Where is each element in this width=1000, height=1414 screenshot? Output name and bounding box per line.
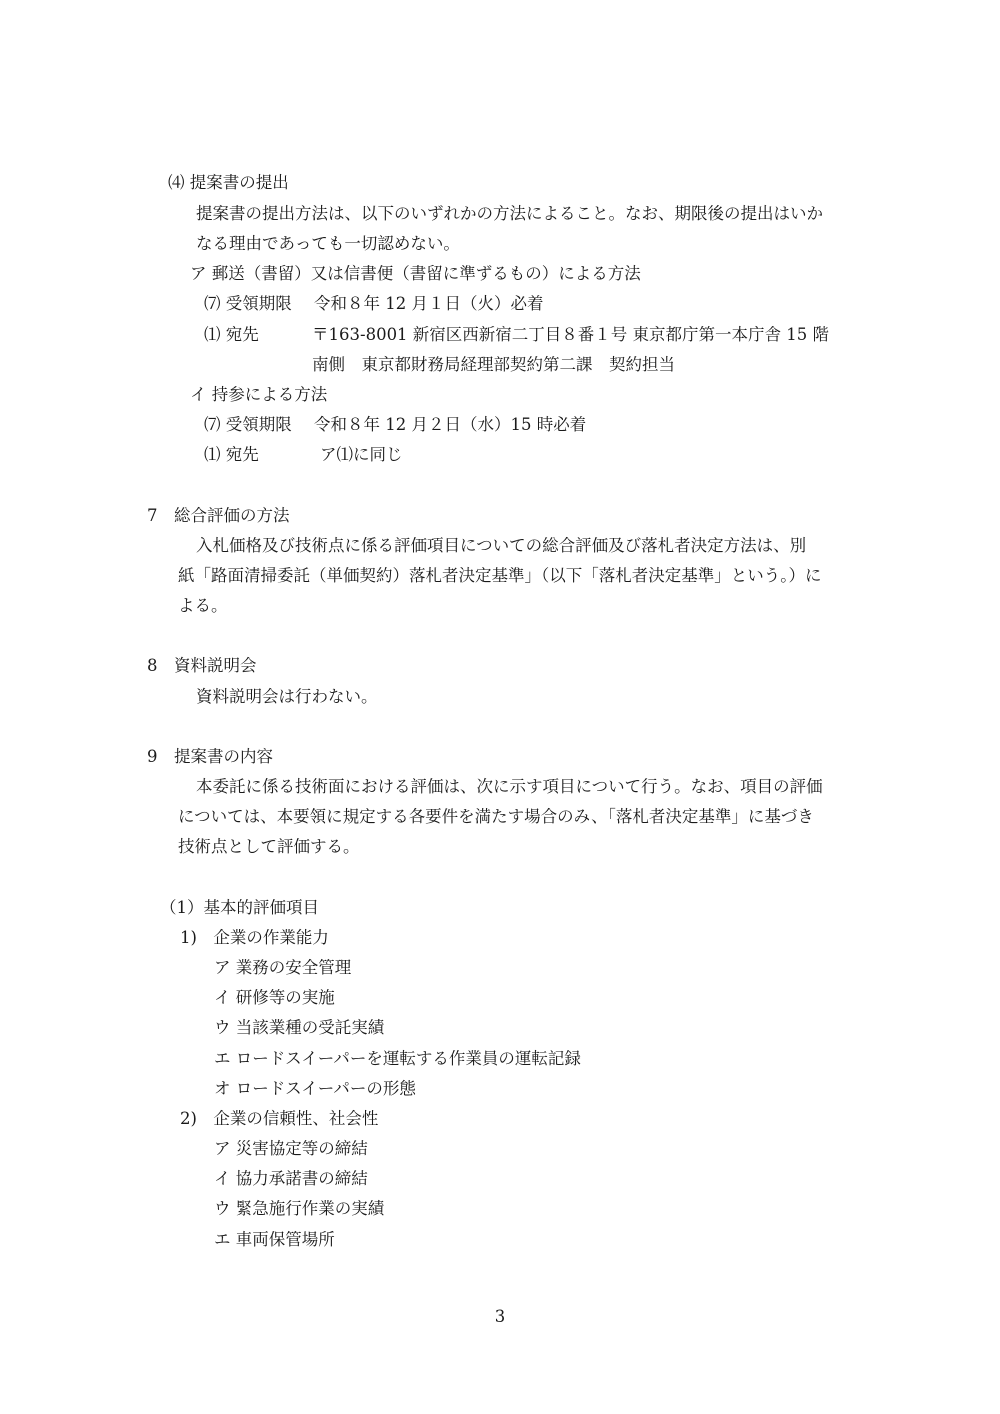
method-b-title: イ 持参による方法 <box>190 385 328 404</box>
section-4-body-line-1: 提案書の提出方法は、以下のいずれかの方法によること。なお、期限後の提出はいか <box>196 204 823 223</box>
section-9-body-line-3: 技術点として評価する。 <box>178 837 360 856</box>
method-a-title: ア 郵送（書留）又は信書便（書留に準ずるもの）による方法 <box>190 264 641 283</box>
section-8-body-line-1: 資料説明会は行わない。 <box>196 687 378 706</box>
section-4-body-line-2: なる理由であっても一切認めない。 <box>196 234 460 253</box>
method-a-address-line-1: 〒163-8001 新宿区西新宿二丁目８番１号 東京都庁第一本庁舎 15 階 <box>312 325 830 344</box>
method-b-deadline <box>204 417 586 434</box>
group-1-item: イ 研修等の実施 <box>214 988 335 1007</box>
group-1-item: エ ロードスイーパーを運転する作業員の運転記録 <box>214 1049 581 1068</box>
method-b-deadline-label: ⑺ 受領期限 <box>204 415 292 434</box>
method-a-address <box>204 327 829 344</box>
method-b-address-label: ⑴ 宛先 <box>204 445 259 464</box>
group-2-item: エ 車両保管場所 <box>214 1230 335 1249</box>
group-2-title: 2) 企業の信頼性、社会性 <box>180 1109 379 1128</box>
section-9-heading: 9 提案書の内容 <box>147 747 273 766</box>
group-1-item: ア 業務の安全管理 <box>214 958 352 977</box>
group-2-item: ウ 緊急施行作業の実績 <box>214 1199 385 1218</box>
method-b-address-value: ア⑴に同じ <box>320 445 403 464</box>
page-number: 3 <box>494 1306 506 1326</box>
section-9-body-line-1: 本委託に係る技術面における評価は、次に示す項目について行う。なお、項目の評価 <box>196 777 823 796</box>
evaluation-items-heading: （1）基本的評価項目 <box>160 898 319 917</box>
method-b-address <box>204 447 403 464</box>
section-9-body-line-2: については、本要領に規定する各要件を満たす場合のみ、「落札者決定基準」に基づき <box>178 807 814 826</box>
method-a-deadline <box>204 296 544 313</box>
section-7-heading: 7 総合評価の方法 <box>147 506 290 525</box>
section-8-heading: 8 資料説明会 <box>147 656 257 675</box>
section-7-body-line-3: よる。 <box>178 596 228 615</box>
section-4-heading: ⑷ 提案書の提出 <box>168 173 289 192</box>
method-a-deadline-value: 令和８年 12 月１日（火）必着 <box>314 294 544 313</box>
method-b-deadline-value: 令和８年 12 月２日（水）15 時必着 <box>314 415 587 434</box>
group-1-item: オ ロードスイーパーの形態 <box>214 1079 416 1098</box>
group-1-title: 1) 企業の作業能力 <box>180 928 329 947</box>
method-a-address-label: ⑴ 宛先 <box>204 325 259 344</box>
section-7-body-line-2: 紙「路面清掃委託（単価契約）落札者決定基準」（以下「落札者決定基準」という。）に <box>178 566 822 585</box>
group-2-item: イ 協力承諾書の締結 <box>214 1169 368 1188</box>
group-1-item: ウ 当該業種の受託実績 <box>214 1018 385 1037</box>
group-2-item: ア 災害協定等の締結 <box>214 1139 368 1158</box>
method-a-deadline-label: ⑺ 受領期限 <box>204 294 292 313</box>
section-7-body-line-1: 入札価格及び技術点に係る評価項目についての総合評価及び落札者決定方法は、別 <box>196 536 807 555</box>
method-a-address-line-2: 南側 東京都財務局経理部契約第二課 契約担当 <box>312 355 675 374</box>
